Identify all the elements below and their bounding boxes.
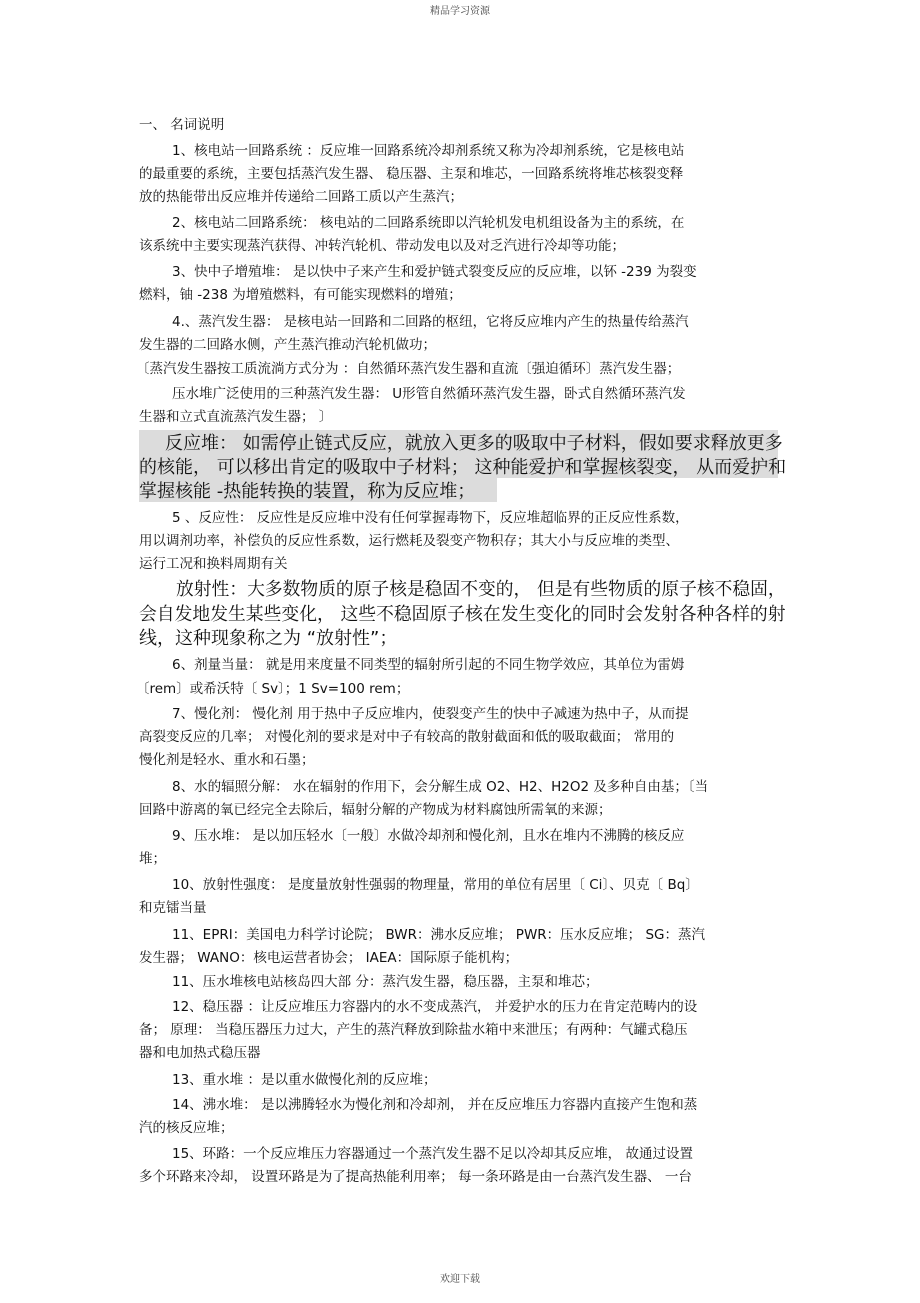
highlight-line: 反应堆： 如需停止链式反应，就放入更多的吸取中子材料，假如要求释放更多 <box>165 433 783 454</box>
paragraph-line: 发生器； WANO：核电运营者协会； IAEA：国际原子能机构； <box>139 950 519 966</box>
paragraph-line: 〔蒸汽发生器按工质流淌方式分为 ：自然循环蒸汽发生器和直流〔强迫循环〕蒸汽发生器； <box>136 361 681 377</box>
paragraph-line: 该系统中主要实现蒸汽获得、冲转汽轮机、带动发电以及对乏汽进行冷却等功能； <box>139 238 625 254</box>
paragraph-line: 3、快中子增殖堆： 是以快中子来产生和爱护链式裂变反应的反应堆，以钚 -239 为裂变 <box>172 264 697 280</box>
paragraph-line: 发生器的二回路水侧，产生蒸汽推动汽轮机做功； <box>139 337 436 353</box>
paragraph-line: 1、核电站一回路系统 ：反应堆一回路系统冷却剂系统又称为冷却剂系统，它是核电站 <box>172 143 685 159</box>
large-paragraph-line: 会自发地发生某些变化， 这些不稳固原子核在发生变化的同时会发射各种各样的射 <box>139 604 786 625</box>
paragraph-line: 12、稳压器 ：让反应堆压力容器内的水不变成蒸汽， 并爱护水的压力在肯定范畴内的设 <box>172 999 698 1015</box>
highlight-line: 的核能， 可以移出肯定的吸取中子材料； 这种能爱护和掌握核裂变， 从而爱护和 <box>139 457 787 478</box>
paragraph-line: 9、压水堆： 是以加压轻水〔一般〕水做冷却剂和慢化剂，且水在堆内不沸腾的核反应 <box>172 828 685 844</box>
paragraph-line: 运行工况和换料周期有关 <box>139 556 288 572</box>
paragraph-line: 放的热能带出反应堆并传递给二回路工质以产生蒸汽； <box>139 189 463 205</box>
paragraph-line: 11、EPRI：美国电力科学讨论院； BWR：沸水反应堆； PWR：压水反应堆； SG：蒸汽 <box>172 927 705 943</box>
paragraph-line: 器和电加热式稳压器 <box>139 1045 261 1061</box>
paragraph-line: 5 、反应性： 反应性是反应堆中没有任何掌握毒物下，反应堆超临界的正反应性系数， <box>172 510 689 526</box>
paragraph-line: 8、水的辐照分解： 水在辐射的作用下，会分解生成 O2、H2、H2O2 及多种自由基；〔当 <box>172 779 709 795</box>
paragraph-line: 汽的核反应堆； <box>139 1120 234 1136</box>
paragraph-line: 燃料，铀 -238 为增殖燃料，有可能实现燃料的增殖； <box>139 287 462 303</box>
large-paragraph-line: 线，这种现象称之为 “放射性”； <box>139 628 398 649</box>
paragraph-line: 11、压水堆核电站核岛四大部 分：蒸汽发生器，稳压器，主泵和堆芯； <box>172 974 599 990</box>
paragraph-line: 压水堆广泛使用的三种蒸汽发生器： U形管自然循环蒸汽发生器，卧式自然循环蒸汽发 <box>172 386 686 402</box>
paragraph-line: 多个环路来冷却， 设置环路是为了提高热能利用率； 每一条环路是由一台蒸汽发生器、 一台 <box>139 1169 692 1185</box>
paragraph-line: 高裂变反应的几率； 对慢化剂的要求是对中子有较高的散射截面和低的吸取截面； 常用的 <box>139 729 675 745</box>
paragraph-line: 14、沸水堆： 是以沸腾轻水为慢化剂和冷却剂， 并在反应堆压力容器内直接产生饱和蒸 <box>172 1097 698 1113</box>
paragraph-line: 6、剂量当量： 就是用来度量不同类型的辐射所引起的不同生物学效应，其单位为雷姆 <box>172 657 685 673</box>
paragraph-line: 和克镭当量 <box>139 900 207 916</box>
paragraph-line: 用以调剂功率，补偿负的反应性系数，运行燃耗及裂变产物积存；其大小与反应堆的类型、 <box>139 533 679 549</box>
paragraph-line: 回路中游离的氧已经完全去除后，辐射分解的产物成为材料腐蚀所需氧的来源； <box>139 802 612 818</box>
highlight-line: 掌握核能 -热能转换的装置，称为反应堆； <box>139 481 476 502</box>
paragraph-line: 10、放射性强度： 是度量放射性强弱的物理量，常用的单位有居里〔 Ci〕、贝克〔 Bq〕 <box>172 877 699 893</box>
page-footer: 欢迎下载 <box>440 1274 480 1285</box>
paragraph-line: 慢化剂是轻水、重水和石墨； <box>139 752 315 768</box>
paragraph-line: 2、核电站二回路系统： 核电站的二回路系统即以汽轮机发电机组设备为主的系统，在 <box>172 215 685 231</box>
paragraph-line: 生器和立式直流蒸汽发生器； 〕 <box>139 409 333 425</box>
highlight-band-end <box>497 478 778 502</box>
paragraph-line: 13、重水堆 ：是以重水做慢化剂的反应堆； <box>172 1072 437 1088</box>
paragraph-line: 7、慢化剂： 慢化剂 用于热中子反应堆内，使裂变产生的快中子减速为热中子，从而提 <box>172 706 689 722</box>
section-heading: 一、 名词说明 <box>139 117 225 133</box>
paragraph-line: 4.、蒸汽发生器： 是核电站一回路和二回路的枢纽，它将反应堆内产生的热量传给蒸汽 <box>172 314 689 330</box>
paragraph-line: 堆； <box>139 851 166 867</box>
paragraph-line: 的最重要的系统，主要包括蒸汽发生器、 稳压器、主泵和堆芯，一回路系统将堆芯核裂变释 <box>139 166 684 182</box>
paragraph-line: 〔rem〕或希沃特〔 Sv〕；1 Sv=100 rem； <box>136 681 410 697</box>
paragraph-line: 备； 原理： 当稳压器压力过大，产生的蒸汽释放到除盐水箱中来泄压；有两种：气罐式稳压 <box>139 1022 688 1038</box>
paragraph-line: 15、环路：一个反应堆压力容器通过一个蒸汽发生器不足以冷却其反应堆， 故通过设置 <box>172 1146 693 1162</box>
page-header: 精品学习资源 <box>430 6 490 17</box>
large-paragraph-line: 放射性：大多数物质的原子核是稳固不变的， 但是有些物质的原子核不稳固， <box>176 579 786 600</box>
